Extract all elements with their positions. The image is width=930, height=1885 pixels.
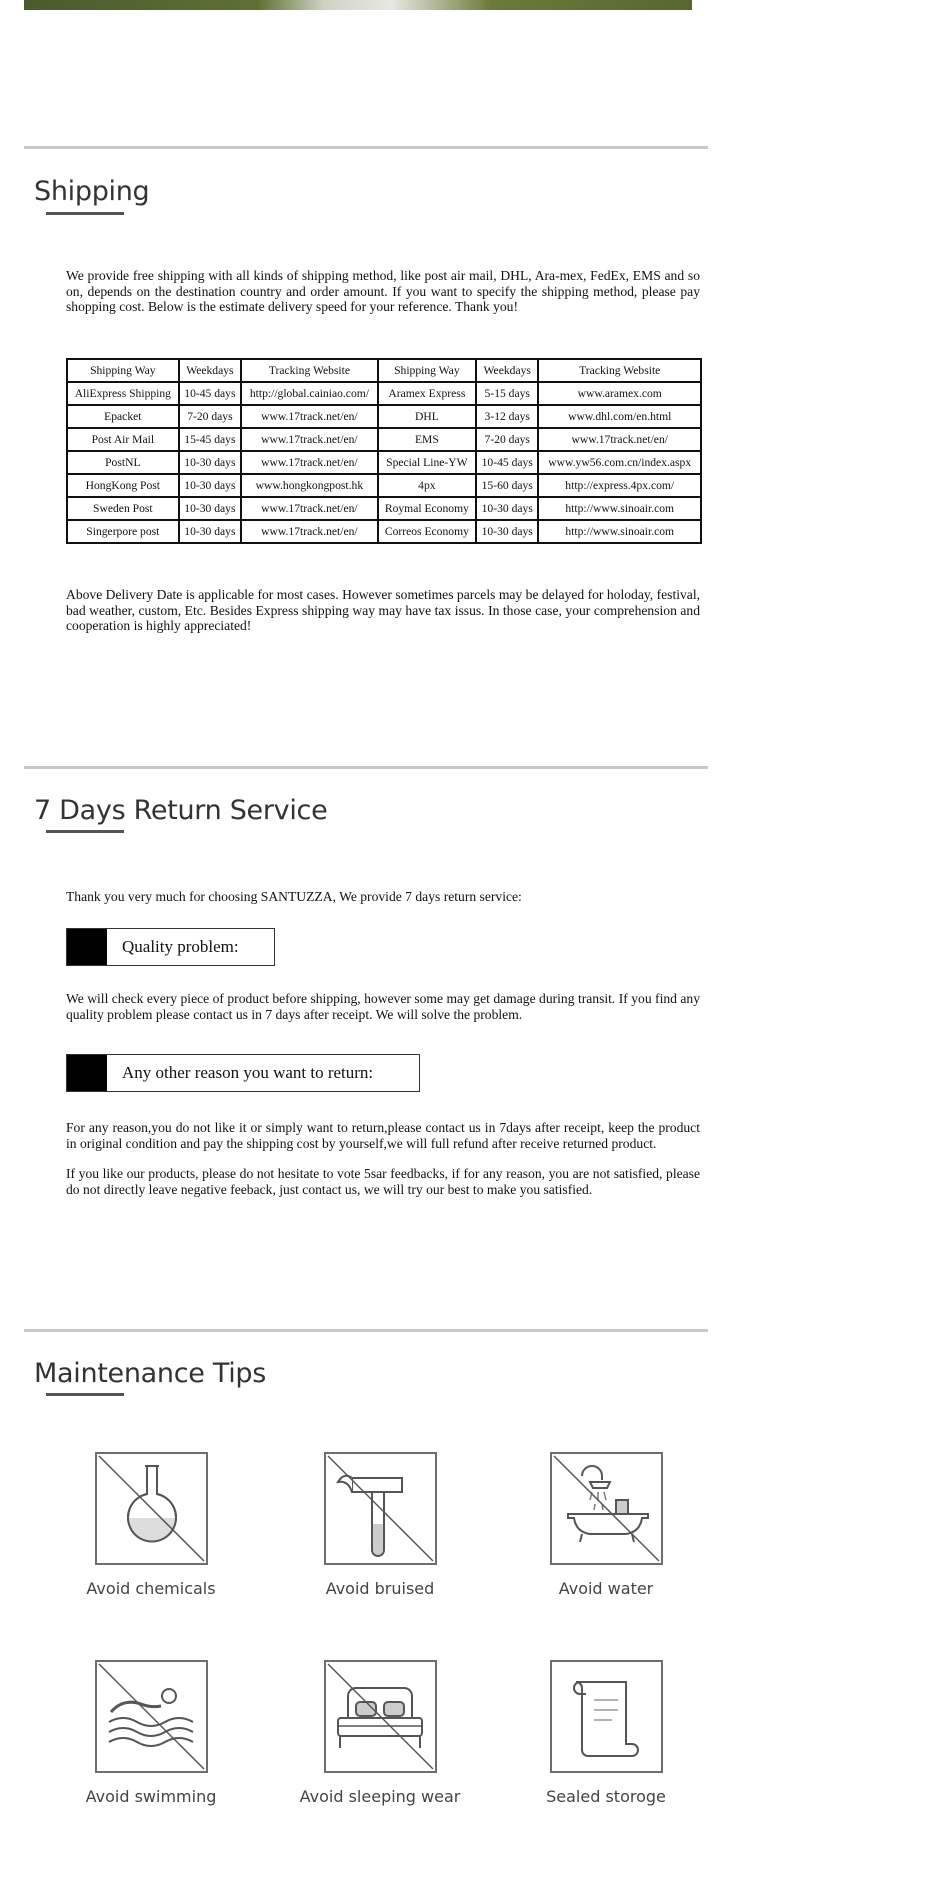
table-cell: www.17track.net/en/: [241, 405, 378, 428]
swimmer-icon: [97, 1662, 206, 1771]
tip-label: Avoid sleeping wear: [299, 1787, 461, 1806]
table-row: [67, 428, 701, 451]
table-cell: DHL: [378, 405, 476, 428]
shipping-intro: We provide free shipping with all kinds of shipping method, like post air mail, DHL, Ara-mex, FedEx, EMS and so on, depends on the destination country and order amount. If you want to specify the shipping method, please pay shopping cost. Below is the estimate delivery speed for your reference. Thank you!: [66, 268, 700, 314]
table-cell: 15-60 days: [476, 474, 538, 497]
table-cell: PostNL: [67, 451, 179, 474]
tip-sealed-storage: [496, 1660, 716, 1806]
table-cell: 10-30 days: [476, 520, 538, 543]
table-header: Shipping Way: [67, 359, 179, 382]
other-reason-tag: [66, 1054, 420, 1092]
table-cell: 10-30 days: [179, 497, 241, 520]
shipping-title: Shipping: [34, 176, 150, 207]
table-cell: 10-30 days: [179, 520, 241, 543]
table-cell: 5-15 days: [476, 382, 538, 405]
bathtub-icon: [552, 1454, 661, 1563]
scroll-icon: [552, 1662, 661, 1771]
table-cell: Correos Economy: [378, 520, 476, 543]
tip-avoid-chemicals: [41, 1452, 261, 1598]
title-underline: [46, 212, 124, 215]
table-header: Weekdays: [476, 359, 538, 382]
table-cell: http://express.4px.com/: [538, 474, 701, 497]
shipping-table: [66, 358, 702, 544]
tip-avoid-swimming: [41, 1660, 261, 1806]
table-cell: 10-30 days: [179, 451, 241, 474]
table-cell: www.17track.net/en/: [538, 428, 701, 451]
other-reason-label: Any other reason you want to return:: [122, 1063, 374, 1082]
table-cell: www.aramex.com: [538, 382, 701, 405]
returns-closing: If you like our products, please do not hesitate to vote 5sar feedbacks, if for any reason, you are not satisfied, please do not directly leave negative feeback, just contact us, we will try our best to make you satisfied.: [66, 1166, 700, 1197]
table-row: [67, 451, 701, 474]
table-cell: 3-12 days: [476, 405, 538, 428]
table-header: Shipping Way: [378, 359, 476, 382]
table-row: [67, 520, 701, 543]
table-cell: 10-30 days: [476, 497, 538, 520]
table-cell: 7-20 days: [179, 405, 241, 428]
table-cell: AliExpress Shipping: [67, 382, 179, 405]
table-header: Tracking Website: [241, 359, 378, 382]
title-underline: [46, 830, 124, 833]
tag-black-block: [67, 929, 107, 965]
table-cell: www.17track.net/en/: [241, 451, 378, 474]
table-cell: www.17track.net/en/: [241, 428, 378, 451]
table-cell: 7-20 days: [476, 428, 538, 451]
bed-icon: [326, 1662, 435, 1771]
table-cell: HongKong Post: [67, 474, 179, 497]
tip-label: Avoid water: [558, 1579, 654, 1598]
tip-avoid-water: [496, 1452, 716, 1598]
tip-label: Avoid swimming: [85, 1787, 217, 1806]
table-header: Tracking Website: [538, 359, 701, 382]
tip-label: Sealed storoge: [546, 1787, 666, 1806]
table-row: [67, 497, 701, 520]
table-cell: www.17track.net/en/: [241, 520, 378, 543]
table-cell: www.17track.net/en/: [241, 497, 378, 520]
table-cell: Singerpore post: [67, 520, 179, 543]
table-cell: 10-30 days: [179, 474, 241, 497]
table-cell: 10-45 days: [179, 382, 241, 405]
title-underline: [46, 1393, 124, 1396]
table-row: [67, 474, 701, 497]
section-divider: [24, 766, 708, 769]
tag-black-block: [67, 1055, 107, 1091]
table-cell: http://global.cainiao.com/: [241, 382, 378, 405]
table-header-row: [67, 359, 701, 382]
table-cell: Sweden Post: [67, 497, 179, 520]
table-cell: www.yw56.com.cn/index.aspx: [538, 451, 701, 474]
table-cell: EMS: [378, 428, 476, 451]
tip-avoid-sleeping-wear: [270, 1660, 490, 1806]
maintenance-title: Maintenance Tips: [34, 1358, 267, 1389]
quality-problem-text: We will check every piece of product before shipping, however some may get damage during transit. If you find any quality problem please contact us in 7 days after receipt. We will solve the problem.: [66, 991, 700, 1022]
quality-problem-label: Quality problem:: [122, 937, 239, 956]
table-cell: www.hongkongpost.hk: [241, 474, 378, 497]
hammer-icon: [326, 1454, 435, 1563]
section-divider: [24, 1329, 708, 1332]
table-cell: 10-45 days: [476, 451, 538, 474]
returns-intro: Thank you very much for choosing SANTUZZA, We provide 7 days return service:: [66, 889, 522, 904]
table-cell: Special Line-YW: [378, 451, 476, 474]
returns-title: 7 Days Return Service: [34, 795, 328, 826]
other-reason-text: For any reason,you do not like it or simply want to return,please contact us in 7days after receipt, keep the product in original condition and pay the shipping cost by yourself,we will full refund after receive returned product.: [66, 1120, 700, 1151]
quality-problem-tag: [66, 928, 275, 966]
tip-avoid-bruised: [270, 1452, 490, 1598]
flask-icon: [97, 1454, 206, 1563]
section-divider: [24, 146, 708, 149]
table-cell: http://www.sinoair.com: [538, 520, 701, 543]
tip-label: Avoid chemicals: [86, 1579, 216, 1598]
table-row: [67, 382, 701, 405]
table-cell: 15-45 days: [179, 428, 241, 451]
tip-label: Avoid bruised: [325, 1579, 435, 1598]
table-cell: Roymal Economy: [378, 497, 476, 520]
table-cell: Aramex Express: [378, 382, 476, 405]
table-cell: Epacket: [67, 405, 179, 428]
table-header: Weekdays: [179, 359, 241, 382]
table-cell: Post Air Mail: [67, 428, 179, 451]
table-cell: www.dhl.com/en.html: [538, 405, 701, 428]
product-image-bottom-edge: [24, 0, 692, 10]
table-cell: 4px: [378, 474, 476, 497]
table-row: [67, 405, 701, 428]
table-cell: http://www.sinoair.com: [538, 497, 701, 520]
shipping-note: Above Delivery Date is applicable for most cases. However sometimes parcels may be delayed for holoday, festival, bad weather, custom, Etc. Besides Express shipping way may have tax issus. In those case, your comprehension and cooperation is highly appreciated!: [66, 587, 700, 633]
